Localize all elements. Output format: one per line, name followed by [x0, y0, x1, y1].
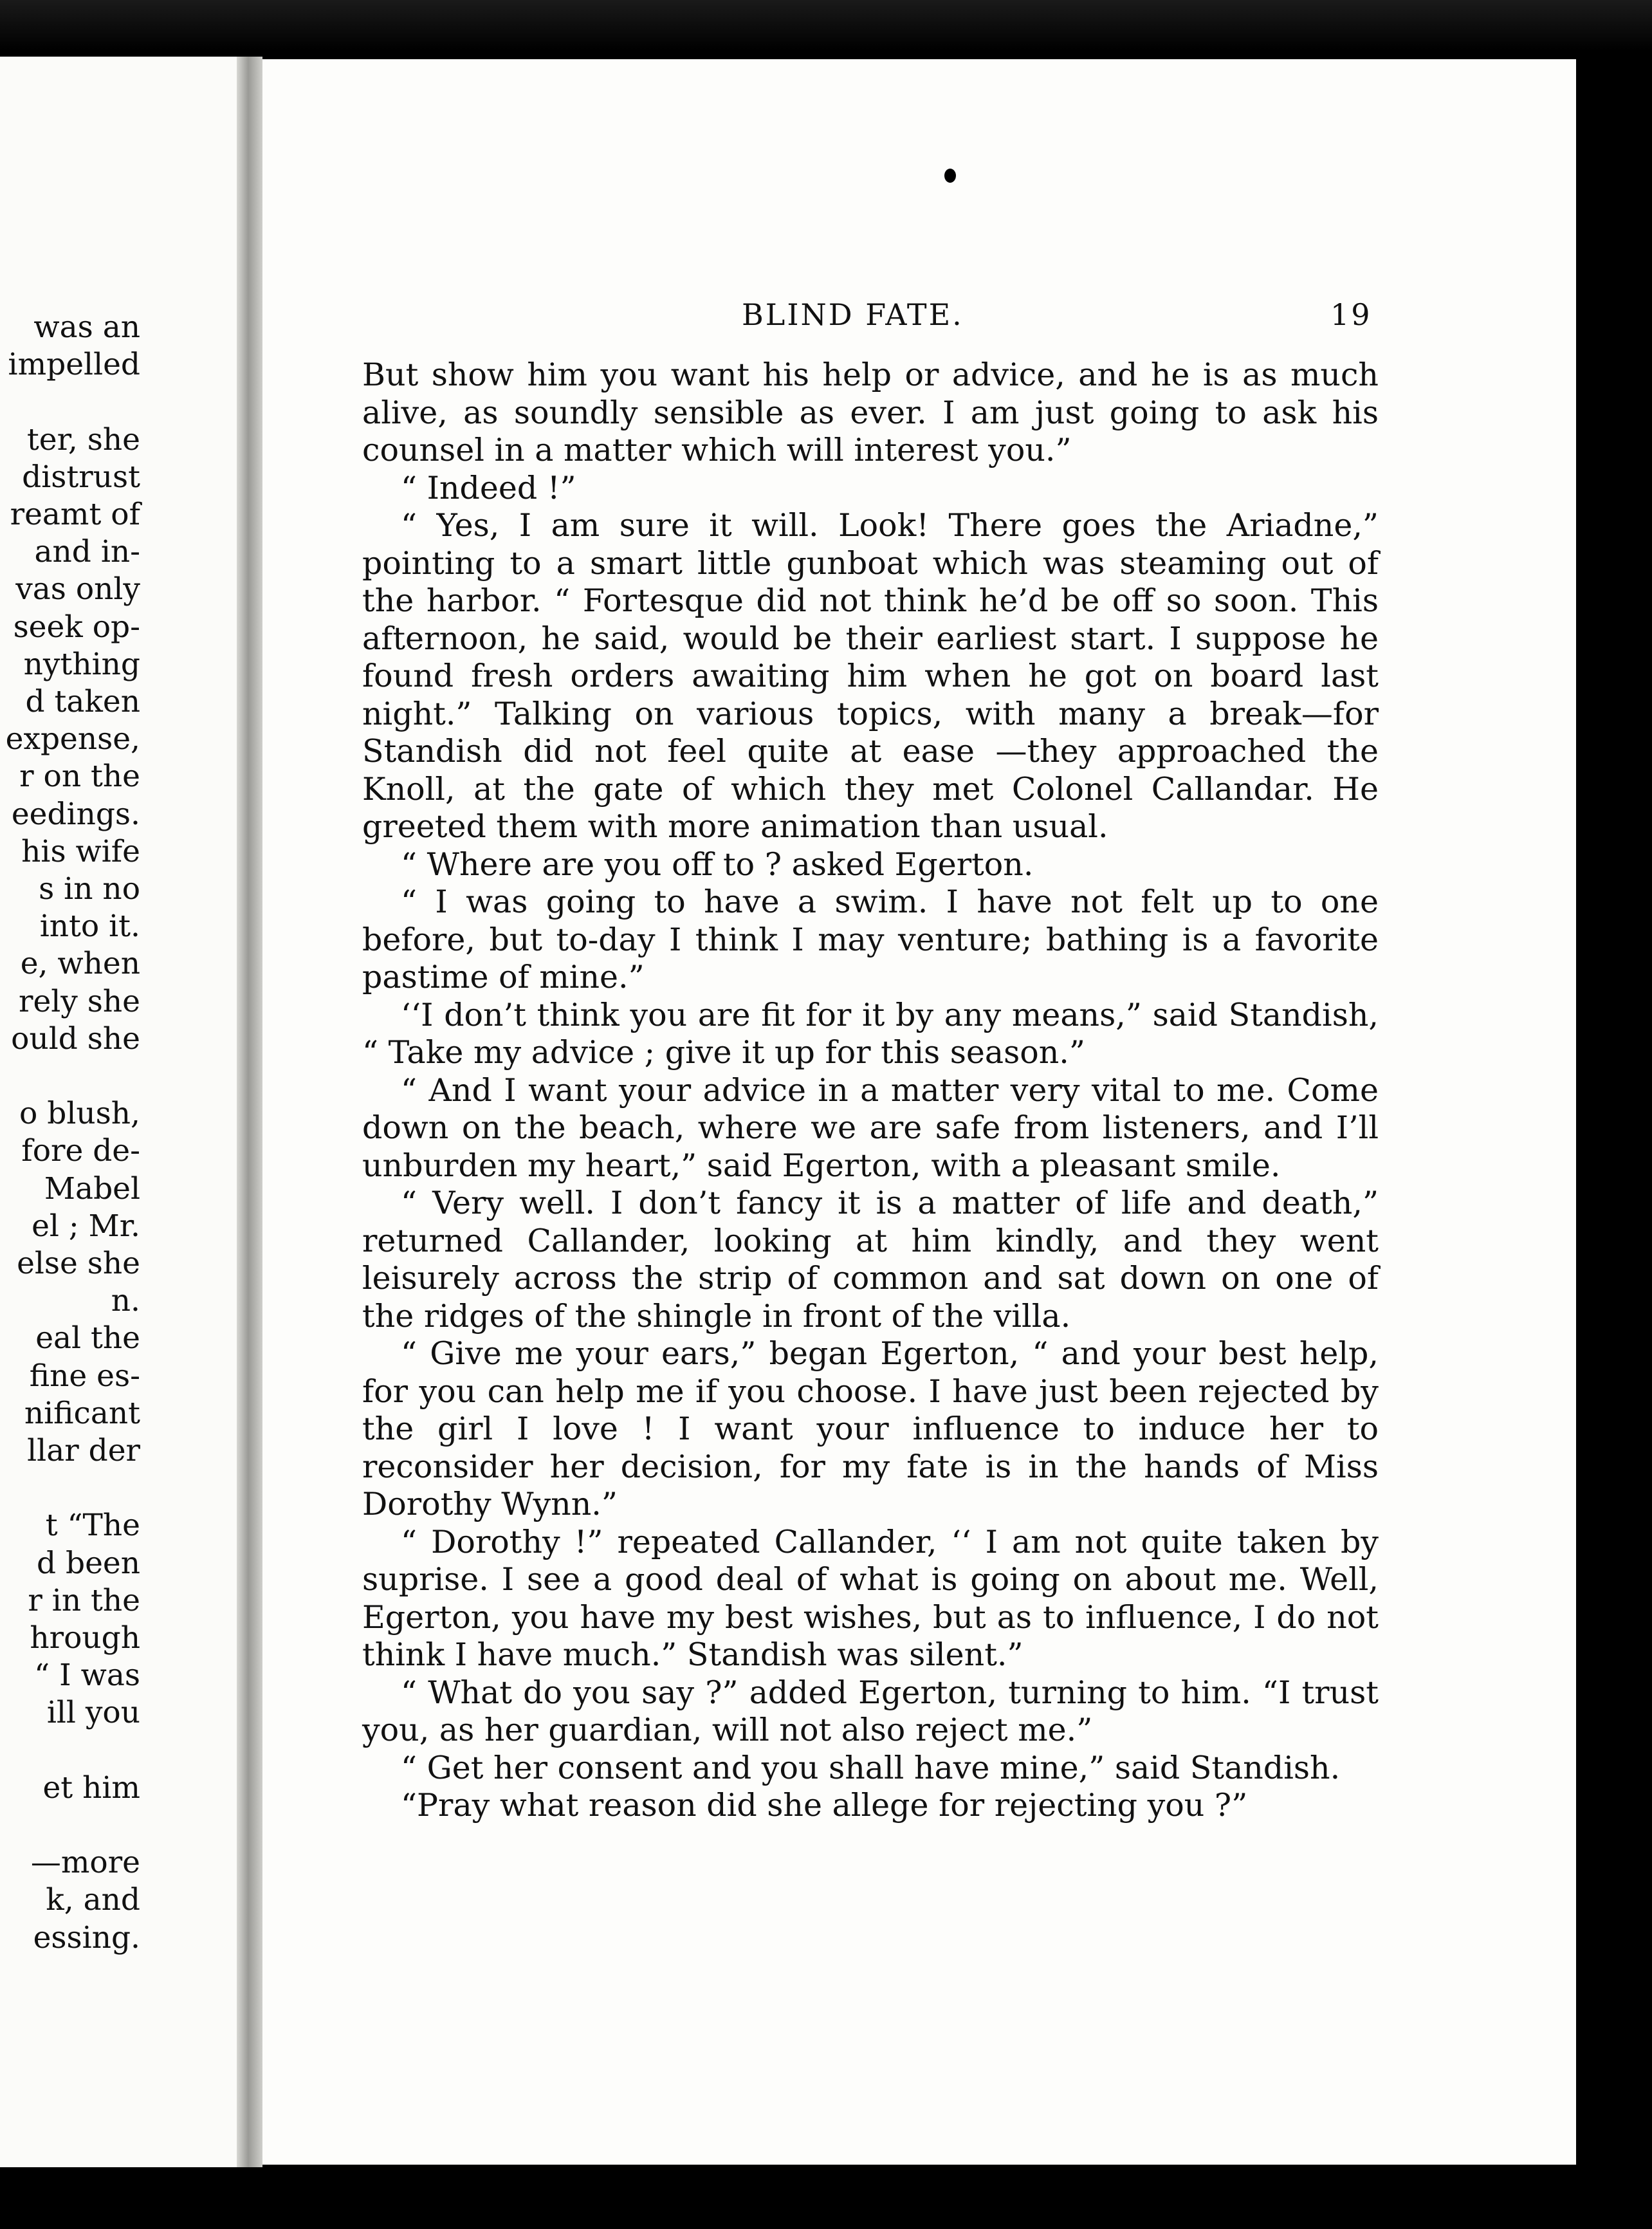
left-page-fragment: seek op- — [13, 609, 140, 645]
left-page-fragment: eedings. — [11, 796, 140, 832]
scan-top-shadow — [0, 0, 1652, 64]
left-page-fragment: el ; Mr. — [32, 1208, 140, 1244]
body-paragraph: “ What do you say ?” added Egerton, turning to him. “I trust you, as her guardian, will not also reject me.” — [362, 1674, 1379, 1748]
body-paragraph: “ Dorothy !” repeated Callander, ‘‘ I am not quite taken by suprise. I see a good deal of what is going on about me. Well, Egerton, you have my best wishes, but as to influence, I do not think I have much.” Standish was silent.” — [362, 1523, 1379, 1673]
page-body — [362, 356, 1379, 1825]
left-page-fragment: and in- — [34, 534, 140, 570]
left-page-fragment: eal the — [35, 1320, 140, 1356]
body-paragraph: “ Indeed !” — [401, 469, 576, 506]
left-page-fragment: e, when — [20, 946, 140, 982]
left-page-fragment: r in the — [28, 1582, 140, 1618]
body-paragraph: “ Give me your ears,” began Egerton, “ and your best help, for you can help me if you choose. I have just been rejected by the girl I love ! I want your influence to induce her to reconsider her decision, for my fate is in the hands of Miss Dorothy Wynn.” — [362, 1335, 1379, 1522]
left-page-fragment: reamt of — [10, 497, 140, 532]
left-page-fragment: fine es- — [29, 1358, 140, 1394]
right-page — [262, 59, 1576, 2165]
body-paragraph: “ Yes, I am sure it will. Look! There goes the Ariadne,” pointing to a smart little gunboat which was steaming out of the harbor. “ Fortesque did not think he’d be off so soon. This afternoon, he said, would be their earliest start. I suppose he found fresh orders awaiting him when he got on board last night.” Talking on various topics, with many a break—for Standish did not feel quite at ease —they approached the Knoll, at the gate of which they met Colonel Callandar. He greeted them with more animation than usual. — [362, 507, 1379, 845]
body-paragraph: “Pray what reason did she allege for rejecting you ?” — [401, 1787, 1248, 1824]
left-page-fragment: “ I was — [34, 1658, 140, 1694]
left-page — [0, 57, 237, 2167]
running-title: BLIND FATE. — [742, 297, 964, 332]
body-paragraph: “ And I want your advice in a matter very vital to me. Come down on the beach, where we are safe from listeners, and I’ll unburden my heart,” said Egerton, with a pleasant smile. — [362, 1071, 1379, 1184]
body-paragraph: “ Get her consent and you shall have mine,” said Standish. — [401, 1749, 1341, 1786]
left-page-fragment: s in no — [39, 871, 140, 907]
left-page-fragment: et him — [42, 1770, 140, 1806]
left-page-fragment: was an — [33, 310, 140, 345]
body-paragraph: “ I was going to have a swim. I have not felt up to one before, but to-day I think I may venture; bathing is a favorite pastime of mine.” — [362, 883, 1379, 995]
body-paragraph: “ Very well. I don’t fancy it is a matter of life and death,” returned Callander, looking at him kindly, and they went leisurely across the strip of common and sat down on one of the ridges of the shingle in front of the villa. — [362, 1185, 1379, 1335]
left-page-fragment: rely she — [18, 983, 140, 1019]
left-page-fragment: —more — [30, 1845, 140, 1881]
left-page-fragment: ter, she — [26, 421, 140, 458]
left-page-fragment: expense, — [5, 721, 140, 757]
left-page-fragment: else she — [17, 1246, 140, 1281]
left-page-fragment: nificant — [24, 1395, 140, 1431]
left-page-fragment: fore de- — [21, 1133, 140, 1169]
left-page-fragment: ould she — [11, 1021, 140, 1057]
body-paragraph: But show him you want his help or advice, and he is as much alive, as soundly sensible as ever. I am just going to ask his counsel in a matter which will interest you.” — [362, 356, 1379, 468]
left-page-fragment: d taken — [25, 684, 140, 719]
left-page-fragment: distrust — [22, 459, 140, 495]
left-page-fragment: nything — [23, 646, 140, 682]
left-page-fragment: r on the — [19, 759, 140, 795]
left-page-fragment: n. — [111, 1283, 140, 1319]
page-number: 19 — [1330, 297, 1372, 332]
left-page-fragment: o blush, — [19, 1096, 140, 1132]
left-page-fragment: t “The — [45, 1508, 140, 1544]
left-page-fragment: vas only — [15, 571, 140, 607]
left-page-fragment: impelled — [8, 347, 140, 383]
left-page-fragment: llar der — [27, 1433, 140, 1468]
left-page-fragment: d been — [36, 1545, 140, 1581]
left-page-fragment: ill you — [46, 1695, 140, 1731]
body-paragraph: ‘‘I don’t think you are fit for it by any means,” said Standish, “ Take my advice ; give it up for this season.” — [362, 996, 1379, 1071]
left-page-fragment: into it. — [39, 909, 140, 945]
left-page-fragment: Mabel — [44, 1170, 140, 1207]
ink-dot — [944, 169, 956, 183]
left-page-fragment: essing. — [33, 1919, 140, 1956]
book-gutter — [237, 57, 262, 2167]
left-page-fragment: k, and — [46, 1882, 140, 1918]
left-page-fragment: hrough — [30, 1620, 140, 1656]
body-paragraph: “ Where are you off to ? asked Egerton. — [401, 846, 1034, 883]
left-page-fragment: his wife — [21, 833, 140, 869]
